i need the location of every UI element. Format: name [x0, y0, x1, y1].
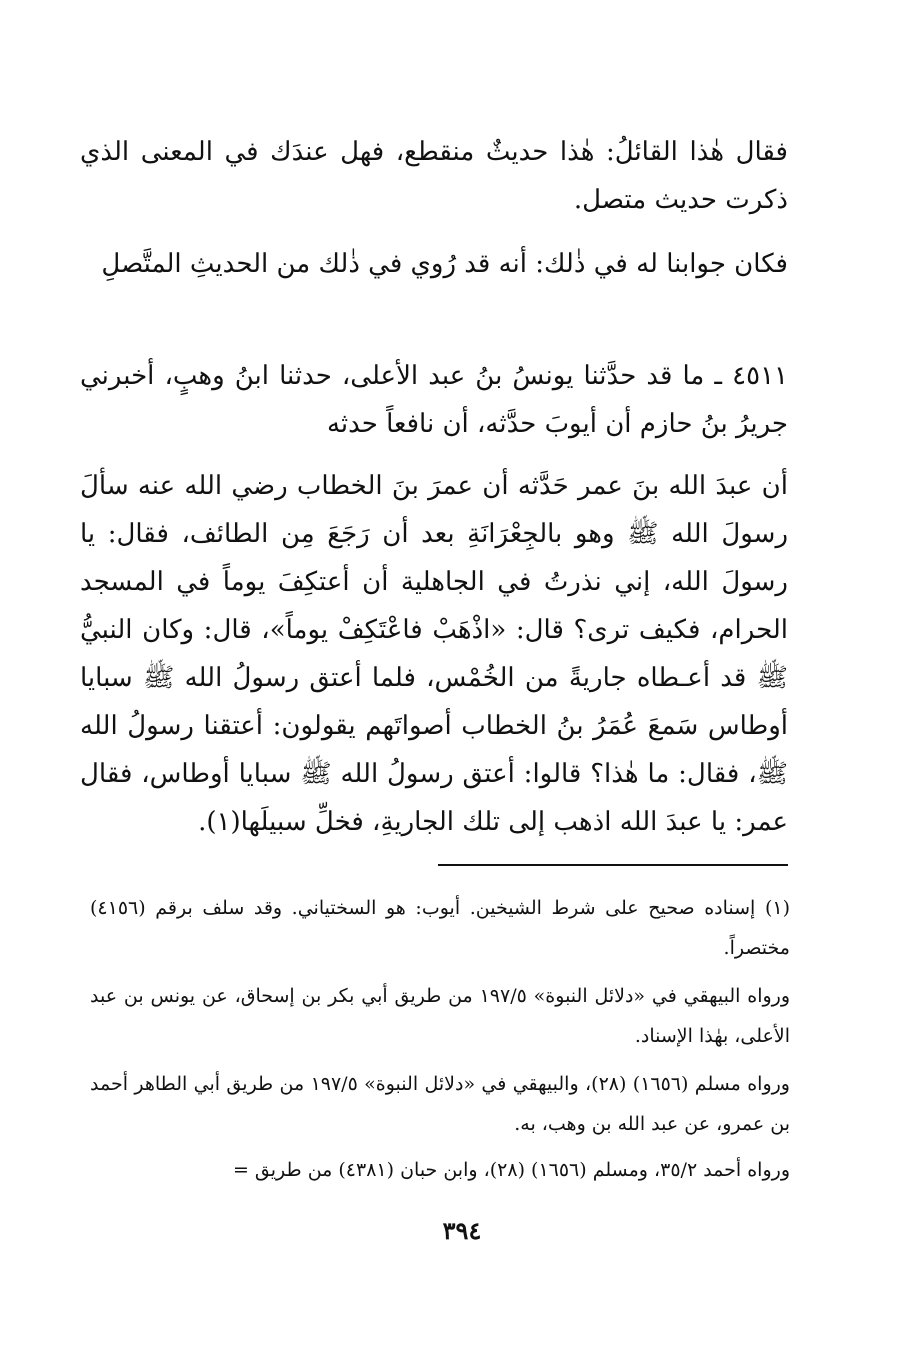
footnote-line-2: ورواه البيهقي في «دلائل النبوة» ١٩٧/٥ من طريق أبي بكر بن إسحاق، عن يونس بن عبد الأعلى، بهٰذا الإسناد. — [90, 985, 790, 1047]
footnote-line-4: ورواه أحمد ٣٥/٢، ومسلم (١٦٥٦) (٢٨)، وابن حبان (٤٣٨١) من طريق = — [232, 1159, 790, 1181]
footnote-divider — [438, 864, 788, 866]
page-number: ٣٩٤ — [442, 1216, 482, 1245]
footnote-line-3: ورواه مسلم (١٦٥٦) (٢٨)، والبيهقي في «دلائل النبوة» ١٩٧/٥ من طريق أبي الطاهر أحمد بن عمرو، عن عبد الله بن وهب، به. — [90, 1073, 790, 1135]
paragraph-answer: فكان جوابنا له في ذٰلك: أنه قد رُوي في ذٰلك من الحديثِ المتَّصلِ — [101, 249, 788, 279]
footnote-1: (١) إسناده صحيح على شرط الشيخين. أيوب: هو السختياني. وقد سلف برقم (٤١٥٦) مختصراً. — [90, 897, 790, 959]
hadith-isnad: ٤٥١١ ـ ما قد حدَّثنا يونسُ بنُ عبد الأعلى، حدثنا ابنُ وهبٍ، أخبرني جريرُ بنُ حازم أن أيوبَ حدَّثه، أن نافعاً حدثه — [80, 361, 788, 439]
paragraph-questioner: فقال هٰذا القائلُ: هٰذا حديثٌ منقطع، فهل عندَك في المعنى الذي ذكرت حديث متصل. — [80, 137, 788, 215]
hadith-matn: أن عبدَ الله بنَ عمر حَدَّثه أن عمرَ بنَ الخطاب رضي الله عنه سألَ رسولَ الله ﷺ وهو بالجِعْرَانَةِ بعد أن رَجَعَ مِن الطائف، فقال: يا رسولَ الله، إني نذرتُ في الجاهلية أن أعتكِفَ يوماً في المسجد الحرام، فكيف ترى؟ قال: «اذْهَبْ فاعْتَكِفْ يوماً»، قال: وكان النبيُّ ﷺ قد أعـطاه جاريةً من الخُمْس، فلما أعتق رسولُ الله ﷺ سبايا أوطاس سَمعَ عُمَرُ بنُ الخطاب أصواتَهم يقولون: أعتقنا رسولُ الله ﷺ، فقال: ما هٰذا؟ قالوا: أعتق رسولُ الله ﷺ سبايا أوطاس، فقال عمر: يا عبدَ الله اذهب إلى تلك الجاريةِ، فخلِّ سبيلَها(١). — [80, 471, 788, 837]
